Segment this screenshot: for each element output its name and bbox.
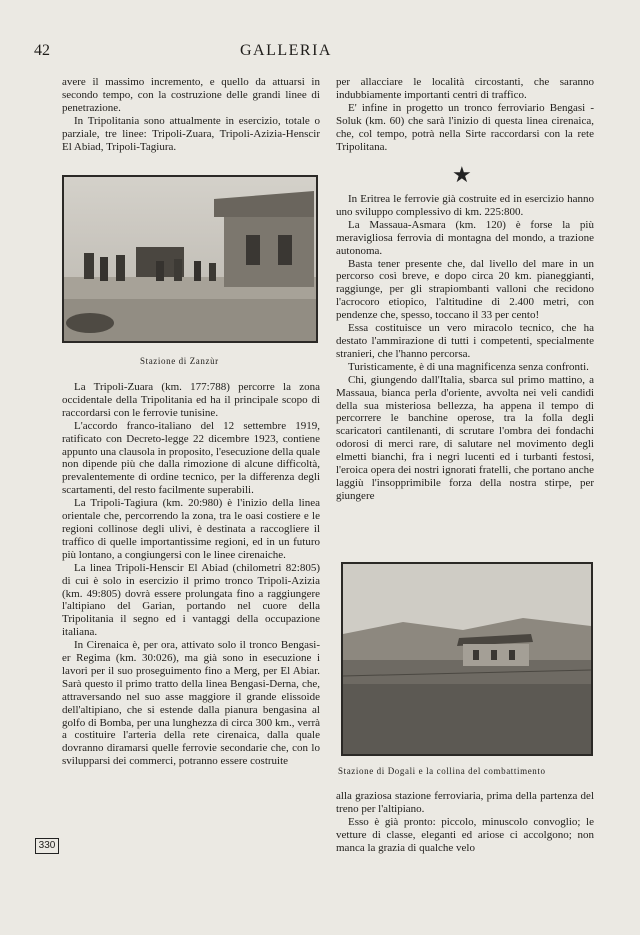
paragraph: alla graziosa stazione ferroviaria, prima della partenza del treno per l'altipiano. — [336, 790, 594, 815]
paragraph: La Tripoli-Tagiura (km. 20:980) è l'inizio della linea orientale che, percorrendo la zona, tra le oasi costiere e le regioni collinose degli ulivi, è destinata a raccogliere il traffico di quelle importantissime regioni, ed in un futuro più lontano, a congiungersi con le linee cirenaiche. — [62, 497, 320, 561]
paragraph: avere il massimo incremento, e quello da attuarsi in secondo tempo, con la costruzione delle grandi linee di penetrazione. — [62, 76, 320, 114]
right-column-bottom — [336, 790, 594, 855]
paragraph: Essa costituisce un vero miracolo tecnico, che ha destato l'ammirazione di tutti i competenti, specialmente stranieri, che l'hanno percorsa. — [336, 322, 594, 360]
section-star-icon: ★ — [452, 162, 472, 187]
photo-caption: Stazione di Dogali e la collina del combattimento — [338, 766, 546, 776]
photo-zanzur-image — [64, 177, 316, 341]
left-column-top — [62, 76, 320, 153]
left-column-bottom — [62, 381, 320, 768]
photo-dogali-station — [341, 562, 593, 756]
paragraph: In Tripolitania sono attualmente in esercizio, totale o parziale, tre linee: Tripoli-Zuara, Tripoli-Azizia-Henscir El Abiad, Tripoli-Tagiura. — [62, 114, 320, 153]
paragraph: L'accordo franco-italiano del 12 settembre 1919, ratificato con Decreto-legge 22 dicembre 1923, contiene appunto una clausola in proposito, l'esecuzione della quale non dipende più che dalla rimozione di alcune difficoltà, prevalentemente di ordine tecnico, per la differenza degli scartamenti, del resto facilmente superabili. — [62, 419, 320, 497]
archive-stamp: 330 — [35, 838, 59, 854]
running-header: GALLERIA — [240, 42, 332, 59]
paragraph: La Tripoli-Zuara (km. 177:788) percorre la zona occidentale della Tripolitania ed ha il principale scopo di raccordarsi con le ferrovie tunisine. — [62, 381, 320, 419]
paragraph: E' infine in progetto un tronco ferroviario Bengasi - Soluk (km. 60) che sarà l'inizio di questa linea cirenaica, che, col tempo, potrà nella Sirte raccordarsi con la rete Tripolitana. — [336, 101, 594, 153]
paragraph: Esso è già pronto: piccolo, minuscolo convoglio; le vetture di classe, eleganti ed ariose ci accolgono; non manca la grazia di qualche velo — [336, 815, 594, 854]
paragraph: La linea Tripoli-Henscir El Abiad (chilometri 82:805) di cui è solo in esercizio il primo tronco Tripoli-Azizia (km. 49:805) dovrà essere prolungata fino a raggiungere l'altipiano del Garian, portando nel cuore della Tripolitania il segno ed i vantaggi della occupazione italiana. — [62, 561, 320, 639]
paragraph: Chi, giungendo dall'Italia, sbarca sul primo mattino, a Massaua, bianca perla d'oriente, avvolta nei veli candidi della sua misteriosa bellezza, ha appena il tempo di percorrere le banchine operose, tra la folla degli scaricatori cantilenanti, di scrutare l'ombra dei fondachi odorosi di merci rare, di salutare nel movimento degli elmetti bianchi, fra i negri lucenti ed i turbanti festosi, l'eroica opera dei nostri ignorati fratelli, che portano anche laggiù l'insopprimibile forza della nostra stirpe, per giungere — [336, 373, 594, 502]
paragraph: In Cirenaica è, per ora, attivato solo il tronco Bengasi-er Regima (km. 30:026), ma già sono in esecuzione i lavori per il suo proseguimento fino a Merg, per El Abiar. Sarà questo il primo tratto della linea Bengasi-Derna, che, attraversando nel suo asse maggiore il grande elissoide dell'altipiano, che si estende dalla pianura bengasina al golfo di Bomba, per una lunghezza di circa 300 km., verrà a costituire l'arteria della rete cirenaica, dalla quale dovranno diramarsi quelle ferrovie secondarie che, con lo svilupparsi dei commerci, potranno essere costruite — [62, 639, 320, 768]
paragraph: Basta tener presente che, dal livello del mare in un percorso così breve, e dopo circa 20 km. pianeggianti, raggiunge, per gli strapiombanti valloni che recidono l'acrocoro etiopico, l'altitudine di 2.400 metri, con pendenze che, spesso, toccano il 33 per cento! — [336, 257, 594, 322]
right-column-middle — [336, 193, 594, 503]
right-column-top — [336, 76, 594, 153]
paragraph: In Eritrea le ferrovie già costruite ed in esercizio hanno uno sviluppo complessivo di km. 225:800. — [336, 193, 594, 218]
photo-caption: Stazione di Zanzùr — [140, 356, 219, 366]
paragraph: Turisticamente, è di una magnificenza senza confronti. — [348, 360, 589, 373]
photo-dogali-image — [343, 564, 591, 754]
photo-zanzur-station — [62, 175, 318, 343]
page-number: 42 — [34, 42, 50, 59]
paragraph: per allacciare le località circostanti, che saranno indubbiamente importanti centri di traffico. — [336, 76, 594, 101]
paragraph: La Massaua-Asmara (km. 120) è forse la più meravigliosa ferrovia di montagna del mondo, a trazione autonoma. — [336, 218, 594, 257]
